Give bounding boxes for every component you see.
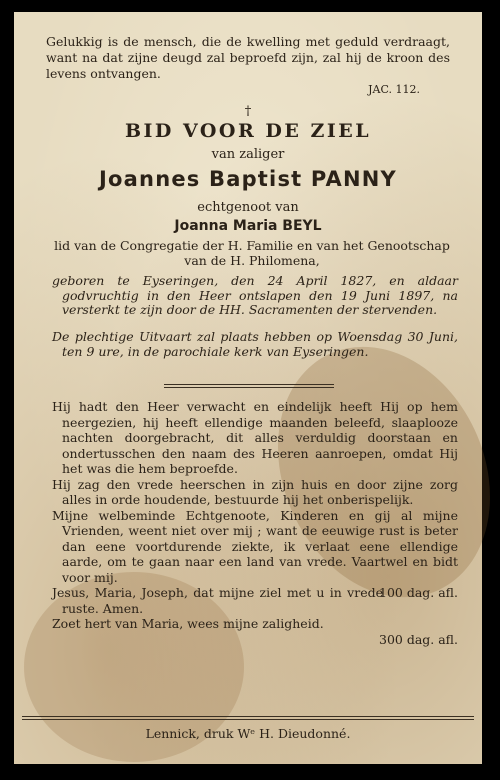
printer-text: Lennick, druk Wᵉ H. Dieudonné. <box>145 726 351 741</box>
prayer-text: Zoet hert van Maria, wees mijne zaligheid. <box>52 616 324 631</box>
indulgence-line <box>62 632 458 648</box>
body-text <box>52 399 458 647</box>
divider <box>164 384 334 385</box>
paragraph: Hij zag den vrede heerschen in zijn huis en door zijne zorg alles in orde houdende, bestuurde hij het onberispelijk. <box>52 476 458 507</box>
spouse-name: Joanna Maria BEYL <box>174 218 322 234</box>
prayer-text: Jesus, Maria, Joseph, dat mijne ziel met u in vrede ruste. Amen. <box>52 585 383 616</box>
quote-text: Gelukkig is de mensch, die de kwelling met geduld verdraagt, want na dat zijne deugd zal beproefd zijn, zal hij de kroon des levens ontvangen. <box>46 34 450 81</box>
birth-death-text: geboren te Eyseringen, den 24 April 1827, en aldaar godvruchtig in den Heer ontslapen den 19 Juni 1897, na versterkt te zijn door de HH. Sacramenten der stervenden. <box>52 273 458 317</box>
deceased-name: Joannes Baptist PANNY <box>99 167 397 191</box>
paragraph: Mijne welbeminde Echtgenoote, Kinderen en gij al mijne Vrienden, weent niet over mij ; want de eeuwige rust is beter dan eene voortdurende ziekte, ik verlaat eene ellendige aarde, om te gaan naar een land van vrede. Vaartwel en bidt voor mij. <box>52 507 458 585</box>
indulgence-text: 300 dag. afl. <box>379 631 458 647</box>
quote-source: JAC. 112. <box>368 83 420 96</box>
intro-text: van zaliger <box>211 147 285 162</box>
paragraph: Hij hadt den Heer verwacht en eindelijk heeft Hij op hem neergezien, hij heeft ellendige maanden beleefd, slaaplooze nachten doorgebracht, dit alles verduldig doorstaan en ondertusschen den naam des Heeren aanroepen, omdat Hij het was die hem beproefde. <box>52 399 458 476</box>
cross-icon: † <box>244 104 252 119</box>
indulgence-text: 100 dag. afl. <box>379 585 458 600</box>
memorial-card <box>14 12 482 764</box>
divider <box>164 387 334 388</box>
bible-quote <box>46 34 450 98</box>
card-title: BID VOOR DE ZIEL <box>124 120 372 142</box>
prayer <box>52 616 458 632</box>
funeral-text: De plechtige Uitvaart zal plaats hebben op Woensdag 30 Juni, ten 9 ure, in de parochiale kerk van Eyseringen. <box>52 329 458 359</box>
spouse-intro: echtgenoot van <box>197 200 299 215</box>
membership-text: lid van de Congregatie der H. Familie en van het Genootschap van de H. Philomena, <box>54 238 450 268</box>
divider <box>22 719 474 720</box>
prayer <box>52 585 458 616</box>
divider <box>22 716 474 717</box>
